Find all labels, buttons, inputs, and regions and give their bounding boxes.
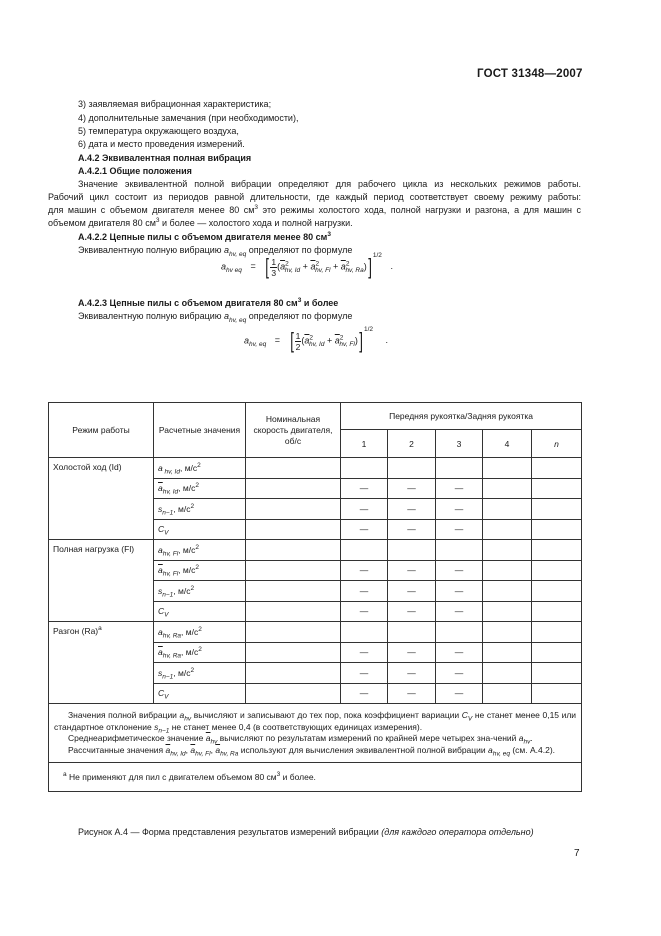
handle-cell[interactable] xyxy=(483,560,532,581)
heading-a42: А.4.2 Эквивалентная полная вибрация xyxy=(78,153,252,163)
speed-cell[interactable] xyxy=(246,683,341,704)
table-row xyxy=(49,540,582,561)
speed-cell[interactable] xyxy=(246,478,341,499)
speed-cell[interactable] xyxy=(246,601,341,622)
handle-cell: — xyxy=(341,642,388,663)
handle-cell[interactable] xyxy=(532,683,582,704)
calc-value-label: $s_{n-1}$, $м/с^2$ xyxy=(154,499,246,520)
handle-cell[interactable] xyxy=(532,519,582,540)
handle-cell[interactable] xyxy=(436,540,483,561)
handle-cell[interactable] xyxy=(341,540,388,561)
formula-2: $a_{hv, eq}$ = [ $\frac{1}{2}$ $(\overline{a}^2_{hv, Id} + \overline{a}^2_{hv, Fl})]^{1/2}$ . xyxy=(244,326,389,353)
handle-cell[interactable] xyxy=(532,478,582,499)
speed-cell[interactable] xyxy=(246,458,341,479)
list-item-5: 5) температура окружающего воздуха, xyxy=(78,126,239,136)
para-line-1: Значение эквивалентной полной вибрации определяют для рабочего цикла из нескольких режимов работы. xyxy=(78,179,581,189)
table-row xyxy=(49,622,582,643)
handle-cell: — xyxy=(436,560,483,581)
handle-cell: — xyxy=(341,560,388,581)
handle-cell[interactable] xyxy=(532,560,582,581)
handle-cell: — xyxy=(341,683,388,704)
col-header-handle: Передняя рукоятка/Задняя рукоятка xyxy=(341,403,582,430)
handle-cell[interactable] xyxy=(388,540,436,561)
table-notes xyxy=(49,704,582,763)
handle-cell[interactable] xyxy=(483,642,532,663)
para-line-3: для машин с объемом двигателя менее 80 $см^3$ это режимы холостого хода, полной нагрузки и разгона, а для машин с xyxy=(48,204,581,215)
handle-cell: — xyxy=(341,663,388,684)
handle-col-2: 2 xyxy=(388,430,436,458)
handle-cell: — xyxy=(388,499,436,520)
handle-cell: — xyxy=(436,601,483,622)
handle-col-n: n xyxy=(532,430,582,458)
formula-1: $a_{hv eq}$ = [ $\frac{1}{3}$ $(\overline{a}^2_{hv, Id} + \overline{a}^2_{hv, Fl} + \overline{a}^2_{hv, Ra})]^{1/2}$ . xyxy=(221,252,393,279)
handle-cell: — xyxy=(388,519,436,540)
handle-cell[interactable] xyxy=(483,663,532,684)
handle-cell: — xyxy=(388,560,436,581)
calc-value-label: a $_{hv, Id}$, $м/с^2$ xyxy=(154,458,246,479)
vibration-results-table xyxy=(48,402,582,792)
list-item-4: 4) дополнительные замечания (при необходимости), xyxy=(78,113,299,123)
handle-cell[interactable] xyxy=(483,581,532,602)
handle-cell[interactable] xyxy=(436,458,483,479)
speed-cell[interactable] xyxy=(246,499,341,520)
col-header-mode: Режим работы xyxy=(49,403,154,458)
handle-cell[interactable] xyxy=(388,458,436,479)
a422-text: Эквивалентную полную вибрацию $a_{hv, eq}$ определяют по формуле xyxy=(78,245,353,258)
handle-cell[interactable] xyxy=(532,581,582,602)
handle-cell: — xyxy=(388,581,436,602)
note-3: Рассчитанные значения $\overline{a}_{hv, Id}$, $\overline{a}_{hv, Fl}$, $\overline{a}_{hv, Ra}$ используют для вычисления эквивалентной полной вибрации $a_{hv, eq}$ (см. А.4.2). xyxy=(68,744,556,758)
handle-cell: — xyxy=(341,519,388,540)
handle-cell[interactable] xyxy=(388,622,436,643)
list-item-3: 3) заявляемая вибрационная характеристика; xyxy=(78,99,272,109)
para-line-4: объемом двигателя 80 $см^3$ и более — холостого хода и полной нагрузки. xyxy=(48,217,353,228)
handle-cell: — xyxy=(436,519,483,540)
handle-col-3: 3 xyxy=(436,430,483,458)
handle-cell: — xyxy=(388,683,436,704)
col-header-speed: Номинальная скорость двигателя, об/с xyxy=(246,403,341,458)
handle-cell[interactable] xyxy=(483,499,532,520)
handle-cell[interactable] xyxy=(436,622,483,643)
calc-value-label: $\overline{a}_{hv, Fl}$, $м/с^2$ xyxy=(154,560,246,581)
speed-cell[interactable] xyxy=(246,663,341,684)
handle-cell[interactable] xyxy=(483,601,532,622)
handle-cell: — xyxy=(436,478,483,499)
handle-cell: — xyxy=(388,478,436,499)
handle-cell[interactable] xyxy=(532,622,582,643)
speed-cell[interactable] xyxy=(246,642,341,663)
handle-cell[interactable] xyxy=(532,642,582,663)
heading-a422: А.4.2.2 Цепные пилы с объемом двигателя менее 80 $см^3$ xyxy=(78,231,331,242)
calc-value-label: $a_{hv, Ra}$, $м/с^2$ xyxy=(154,622,246,643)
calc-value-label: $C_V$ xyxy=(154,683,246,704)
handle-cell[interactable] xyxy=(532,499,582,520)
calc-value-label: $s_{n-1}$, $м/с^2$ xyxy=(154,663,246,684)
handle-cell: — xyxy=(388,663,436,684)
mode-label: Полная нагрузка (Fl) xyxy=(49,540,154,622)
standard-id: ГОСТ 31348—2007 xyxy=(477,68,583,80)
table-footnote: $^a$ Не применяют для пил с двигателем объемом 80 $см^3$ и более. xyxy=(49,763,582,792)
handle-cell: — xyxy=(436,683,483,704)
handle-cell: — xyxy=(436,642,483,663)
handle-cell[interactable] xyxy=(341,622,388,643)
handle-cell[interactable] xyxy=(483,478,532,499)
handle-cell: — xyxy=(341,601,388,622)
speed-cell[interactable] xyxy=(246,581,341,602)
handle-cell: — xyxy=(341,499,388,520)
heading-a423: А.4.2.3 Цепные пилы с объемом двигателя 80 $см^3$ и более xyxy=(78,297,339,308)
para-line-2: Рабочий цикл состоит из периодов равной длительности, где каждый период соответствует своему режиму работы: xyxy=(48,192,581,202)
handle-cell[interactable] xyxy=(483,458,532,479)
figure-caption: Рисунок А.4 — Форма представления результатов измерений вибрации (для каждого оператора отдельно) xyxy=(78,827,534,837)
speed-cell[interactable] xyxy=(246,540,341,561)
calc-value-label: $s_{n-1}$, $м/с^2$ xyxy=(154,581,246,602)
handle-cell: — xyxy=(436,581,483,602)
speed-cell[interactable] xyxy=(246,622,341,643)
handle-cell: — xyxy=(341,581,388,602)
speed-cell[interactable] xyxy=(246,560,341,581)
handle-cell[interactable] xyxy=(532,663,582,684)
handle-cell[interactable] xyxy=(341,458,388,479)
handle-cell: — xyxy=(388,601,436,622)
calc-value-label: $a_{hv, Fl}$, $м/с^2$ xyxy=(154,540,246,561)
note-2: Среднеарифметическое значение $\overline{a}_{hv}$ вычисляют по результатам измерений по крайней мере четырех зна-чений $a_{hv}$. xyxy=(68,733,533,746)
handle-cell[interactable] xyxy=(532,458,582,479)
list-item-6: 6) дата и место проведения измерений. xyxy=(78,139,245,149)
handle-cell[interactable] xyxy=(532,601,582,622)
a423-text: Эквивалентную полную вибрацию $a_{hv, eq}$ определяют по формуле xyxy=(78,311,353,324)
handle-cell[interactable] xyxy=(483,683,532,704)
handle-cell: — xyxy=(388,642,436,663)
mode-label: Разгон $(Ra)^a$ xyxy=(49,622,154,704)
speed-cell[interactable] xyxy=(246,519,341,540)
calc-value-label: $\overline{a}_{hv, Id}$, $м/с^2$ xyxy=(154,478,246,499)
col-header-calc: Расчетные значения xyxy=(154,403,246,458)
handle-cell: — xyxy=(436,663,483,684)
calc-value-label: $C_V$ xyxy=(154,601,246,622)
handle-cell[interactable] xyxy=(483,622,532,643)
handle-col-4: 4 xyxy=(483,430,532,458)
handle-cell[interactable] xyxy=(532,540,582,561)
page-number: 7 xyxy=(574,848,580,859)
handle-cell[interactable] xyxy=(483,540,532,561)
note-1: Значения полной вибрации $a_{hv}$ вычисляют и записывают до тех пор, пока коэффициент вариации $C_V$ не станет менее 0,15 или стандартное отклонение $s_{n-1}$ не станет менее 0,4 (в соответствующих единицах измерения). xyxy=(54,710,577,735)
heading-a421: А.4.2.1 Общие положения xyxy=(78,166,192,176)
table-row xyxy=(49,458,582,479)
handle-cell: — xyxy=(341,478,388,499)
mode-label: Холостой ход (Id) xyxy=(49,458,154,540)
handle-cell[interactable] xyxy=(483,519,532,540)
calc-value-label: $C_V$ xyxy=(154,519,246,540)
handle-cell: — xyxy=(436,499,483,520)
calc-value-label: $\overline{a}_{hv, Ra}$, $м/с^2$ xyxy=(154,642,246,663)
handle-col-1: 1 xyxy=(341,430,388,458)
